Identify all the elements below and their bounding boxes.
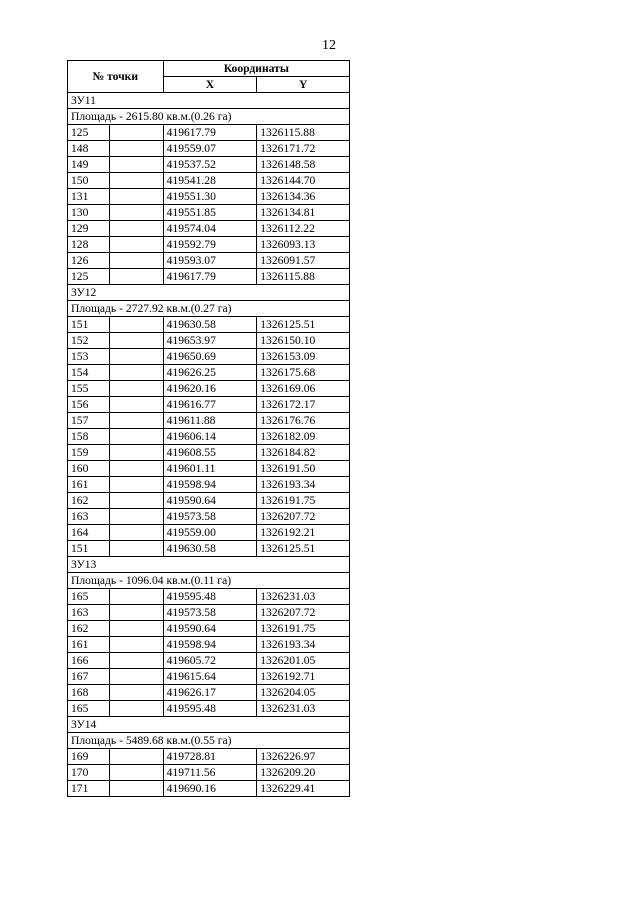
y-coordinate-cell: 1326191.50	[257, 461, 350, 477]
point-number-cell: 168	[68, 685, 110, 701]
point-number-cell: 125	[68, 269, 110, 285]
point-number-cell: 161	[68, 637, 110, 653]
x-coordinate-cell: 419606.14	[163, 429, 257, 445]
empty-cell	[109, 605, 163, 621]
empty-cell	[109, 541, 163, 557]
table-row	[68, 317, 350, 333]
section-name: ЗУ14	[68, 717, 350, 733]
y-coordinate-cell: 1326176.76	[257, 413, 350, 429]
table-row	[68, 701, 350, 717]
x-coordinate-cell: 419598.94	[163, 477, 257, 493]
point-number-cell: 167	[68, 669, 110, 685]
x-coordinate-cell: 419590.64	[163, 493, 257, 509]
table-row	[68, 525, 350, 541]
empty-cell	[109, 173, 163, 189]
coordinates-table	[67, 60, 350, 797]
empty-cell	[109, 269, 163, 285]
table-row	[68, 397, 350, 413]
point-number-cell: 162	[68, 493, 110, 509]
x-coordinate-cell: 419605.72	[163, 653, 257, 669]
y-coordinate-cell: 1326226.97	[257, 749, 350, 765]
point-number-cell: 160	[68, 461, 110, 477]
x-coordinate-cell: 419630.58	[163, 541, 257, 557]
point-number-cell: 166	[68, 653, 110, 669]
empty-cell	[109, 349, 163, 365]
x-coordinate-cell: 419616.77	[163, 397, 257, 413]
section-name-row	[68, 285, 350, 301]
y-coordinate-cell: 1326175.68	[257, 365, 350, 381]
y-coordinate-cell: 1326229.41	[257, 781, 350, 797]
empty-cell	[109, 461, 163, 477]
empty-cell	[109, 669, 163, 685]
section-area-row	[68, 573, 350, 589]
empty-cell	[109, 621, 163, 637]
table-row	[68, 157, 350, 173]
y-coordinate-cell: 1326125.51	[257, 541, 350, 557]
table-row	[68, 221, 350, 237]
table-row	[68, 541, 350, 557]
table-row	[68, 685, 350, 701]
point-number-cell: 152	[68, 333, 110, 349]
empty-cell	[109, 701, 163, 717]
x-coordinate-cell: 419711.56	[163, 765, 257, 781]
table-row	[68, 477, 350, 493]
page-number: 12	[322, 38, 336, 53]
point-number-cell: 151	[68, 541, 110, 557]
table-row	[68, 669, 350, 685]
y-coordinate-cell: 1326193.34	[257, 477, 350, 493]
point-number-cell: 171	[68, 781, 110, 797]
point-number-cell: 150	[68, 173, 110, 189]
x-coordinate-cell: 419626.25	[163, 365, 257, 381]
point-number-cell: 131	[68, 189, 110, 205]
x-coordinate-cell: 419573.58	[163, 605, 257, 621]
point-number-cell: 126	[68, 253, 110, 269]
x-coordinate-cell: 419574.04	[163, 221, 257, 237]
empty-cell	[109, 205, 163, 221]
point-number-cell: 156	[68, 397, 110, 413]
empty-cell	[109, 221, 163, 237]
table-row	[68, 333, 350, 349]
empty-cell	[109, 509, 163, 525]
section-name: ЗУ11	[68, 93, 350, 109]
y-coordinate-cell: 1326191.75	[257, 621, 350, 637]
empty-cell	[109, 189, 163, 205]
table-row	[68, 381, 350, 397]
x-coordinate-cell: 419617.79	[163, 125, 257, 141]
table-row	[68, 429, 350, 445]
section-area: Площадь - 5489.68 кв.м.(0.55 га)	[68, 733, 350, 749]
y-coordinate-cell: 1326207.72	[257, 605, 350, 621]
point-number-cell: 154	[68, 365, 110, 381]
table-row	[68, 237, 350, 253]
point-number-cell: 162	[68, 621, 110, 637]
point-number-cell: 153	[68, 349, 110, 365]
y-coordinate-cell: 1326144.70	[257, 173, 350, 189]
y-coordinate-cell: 1326207.72	[257, 509, 350, 525]
point-number-cell: 161	[68, 477, 110, 493]
y-coordinate-cell: 1326169.06	[257, 381, 350, 397]
empty-cell	[109, 749, 163, 765]
table-row	[68, 765, 350, 781]
empty-cell	[109, 365, 163, 381]
point-number-cell: 163	[68, 605, 110, 621]
empty-cell	[109, 381, 163, 397]
y-coordinate-cell: 1326184.82	[257, 445, 350, 461]
table-row	[68, 349, 350, 365]
table-row	[68, 461, 350, 477]
point-number-cell: 149	[68, 157, 110, 173]
table-row	[68, 189, 350, 205]
x-coordinate-cell: 419592.79	[163, 237, 257, 253]
point-number-cell: 165	[68, 701, 110, 717]
table-row	[68, 637, 350, 653]
empty-cell	[109, 429, 163, 445]
empty-cell	[109, 237, 163, 253]
y-coordinate-cell: 1326231.03	[257, 701, 350, 717]
y-coordinate-cell: 1326171.72	[257, 141, 350, 157]
x-coordinate-cell: 419728.81	[163, 749, 257, 765]
table-row	[68, 749, 350, 765]
point-number-cell: 125	[68, 125, 110, 141]
x-coordinate-cell: 419559.00	[163, 525, 257, 541]
table-row	[68, 365, 350, 381]
point-number-cell: 155	[68, 381, 110, 397]
point-number-cell: 148	[68, 141, 110, 157]
y-coordinate-cell: 1326091.57	[257, 253, 350, 269]
y-coordinate-cell: 1326115.88	[257, 269, 350, 285]
empty-cell	[109, 637, 163, 653]
x-coordinate-cell: 419595.48	[163, 701, 257, 717]
empty-cell	[109, 477, 163, 493]
section-name-row	[68, 717, 350, 733]
x-coordinate-cell: 419559.07	[163, 141, 257, 157]
y-coordinate-cell: 1326153.09	[257, 349, 350, 365]
empty-cell	[109, 397, 163, 413]
x-coordinate-cell: 419593.07	[163, 253, 257, 269]
point-number-cell: 165	[68, 589, 110, 605]
point-number-cell: 130	[68, 205, 110, 221]
section-area: Площадь - 1096.04 кв.м.(0.11 га)	[68, 573, 350, 589]
section-name-row	[68, 557, 350, 573]
empty-cell	[109, 125, 163, 141]
table-row	[68, 621, 350, 637]
table-row	[68, 605, 350, 621]
point-number-cell: 164	[68, 525, 110, 541]
table-row	[68, 493, 350, 509]
x-coordinate-cell: 419601.11	[163, 461, 257, 477]
point-number-cell: 159	[68, 445, 110, 461]
table-row	[68, 173, 350, 189]
x-coordinate-cell: 419626.17	[163, 685, 257, 701]
y-coordinate-cell: 1326172.17	[257, 397, 350, 413]
x-coordinate-cell: 419537.52	[163, 157, 257, 173]
y-coordinate-cell: 1326192.21	[257, 525, 350, 541]
table-row	[68, 141, 350, 157]
point-number-cell: 157	[68, 413, 110, 429]
table-body	[68, 93, 350, 797]
point-number-cell: 128	[68, 237, 110, 253]
section-area-row	[68, 109, 350, 125]
x-coordinate-cell: 419690.16	[163, 781, 257, 797]
x-coordinate-cell: 419590.64	[163, 621, 257, 637]
y-coordinate-cell: 1326112.22	[257, 221, 350, 237]
header-point-no: № точки	[68, 61, 164, 93]
section-area-row	[68, 301, 350, 317]
x-coordinate-cell: 419653.97	[163, 333, 257, 349]
empty-cell	[109, 317, 163, 333]
section-area: Площадь - 2727.92 кв.м.(0.27 га)	[68, 301, 350, 317]
y-coordinate-cell: 1326115.88	[257, 125, 350, 141]
y-coordinate-cell: 1326231.03	[257, 589, 350, 605]
empty-cell	[109, 781, 163, 797]
empty-cell	[109, 685, 163, 701]
point-number-cell: 158	[68, 429, 110, 445]
y-coordinate-cell: 1326134.36	[257, 189, 350, 205]
y-coordinate-cell: 1326191.75	[257, 493, 350, 509]
empty-cell	[109, 445, 163, 461]
x-coordinate-cell: 419630.58	[163, 317, 257, 333]
point-number-cell: 163	[68, 509, 110, 525]
empty-cell	[109, 525, 163, 541]
x-coordinate-cell: 419620.16	[163, 381, 257, 397]
table-row	[68, 589, 350, 605]
point-number-cell: 169	[68, 749, 110, 765]
y-coordinate-cell: 1326134.81	[257, 205, 350, 221]
header-y: Y	[257, 77, 350, 93]
x-coordinate-cell: 419598.94	[163, 637, 257, 653]
section-area-row	[68, 733, 350, 749]
x-coordinate-cell: 419615.64	[163, 669, 257, 685]
x-coordinate-cell: 419573.58	[163, 509, 257, 525]
x-coordinate-cell: 419611.88	[163, 413, 257, 429]
table-row	[68, 413, 350, 429]
table-row	[68, 205, 350, 221]
y-coordinate-cell: 1326125.51	[257, 317, 350, 333]
table-header-row	[68, 61, 350, 77]
x-coordinate-cell: 419595.48	[163, 589, 257, 605]
table-row	[68, 269, 350, 285]
section-area: Площадь - 2615.80 кв.м.(0.26 га)	[68, 109, 350, 125]
y-coordinate-cell: 1326201.05	[257, 653, 350, 669]
empty-cell	[109, 333, 163, 349]
empty-cell	[109, 413, 163, 429]
table-row	[68, 653, 350, 669]
x-coordinate-cell: 419551.30	[163, 189, 257, 205]
empty-cell	[109, 765, 163, 781]
section-name: ЗУ12	[68, 285, 350, 301]
x-coordinate-cell: 419608.55	[163, 445, 257, 461]
y-coordinate-cell: 1326150.10	[257, 333, 350, 349]
table-row	[68, 509, 350, 525]
point-number-cell: 129	[68, 221, 110, 237]
y-coordinate-cell: 1326209.20	[257, 765, 350, 781]
section-name: ЗУ13	[68, 557, 350, 573]
empty-cell	[109, 253, 163, 269]
x-coordinate-cell: 419551.85	[163, 205, 257, 221]
header-x: X	[163, 77, 257, 93]
header-coordinates: Координаты	[163, 61, 349, 77]
point-number-cell: 170	[68, 765, 110, 781]
empty-cell	[109, 493, 163, 509]
y-coordinate-cell: 1326148.58	[257, 157, 350, 173]
point-number-cell: 151	[68, 317, 110, 333]
table-row	[68, 125, 350, 141]
y-coordinate-cell: 1326093.13	[257, 237, 350, 253]
y-coordinate-cell: 1326193.34	[257, 637, 350, 653]
x-coordinate-cell: 419650.69	[163, 349, 257, 365]
y-coordinate-cell: 1326192.71	[257, 669, 350, 685]
x-coordinate-cell: 419617.79	[163, 269, 257, 285]
section-name-row	[68, 93, 350, 109]
table-row	[68, 253, 350, 269]
y-coordinate-cell: 1326204.05	[257, 685, 350, 701]
empty-cell	[109, 589, 163, 605]
table-row	[68, 445, 350, 461]
empty-cell	[109, 653, 163, 669]
x-coordinate-cell: 419541.28	[163, 173, 257, 189]
empty-cell	[109, 157, 163, 173]
table-row	[68, 781, 350, 797]
empty-cell	[109, 141, 163, 157]
y-coordinate-cell: 1326182.09	[257, 429, 350, 445]
